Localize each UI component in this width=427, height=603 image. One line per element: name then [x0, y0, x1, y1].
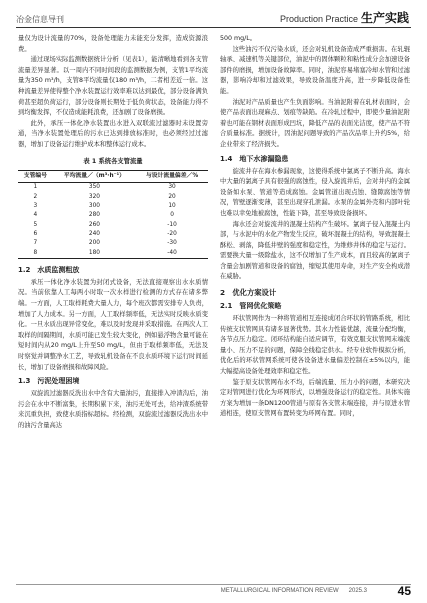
- paragraph: 通过现场实际监测数据统计分析（见表1），能清晰地看到各支管流量差异显著。以一周内不同时间段的监测数据为例，支管1平均流量为350 m³/h，支管8平均流量仅180 m³/h，二者相差近一倍。这种流量差异使得整个净水装置运行效率难以达到最优，部分设备满负荷甚至超负荷运行，部分设备则长期处于低负荷状态，设备能力得不到均衡发挥，不仅造成能耗浪费，还加剧了设备磨损。: [18, 56, 208, 117]
- left-column: [18, 34, 208, 432]
- table-cell: -10: [167, 221, 177, 228]
- table-cell: 0: [170, 212, 174, 219]
- footer: [211, 588, 367, 594]
- table-cell: 3: [33, 203, 38, 210]
- paragraph: 这些油污不仅污染水质，还会对轧机设备造成严重损害。在轧辊轴承、减速机等关键部位，油泥中的固体颗粒和粘性成分会加速设备部件的磨损，增加设备故障率。同时，油泥容易堵塞冷却水管和过滤器，影响冷却和过滤效果，导致设备温度升高，进一步降低设备性能。: [220, 45, 410, 95]
- table-row: [18, 193, 208, 202]
- table-header-cell: 支管编号: [18, 171, 53, 183]
- paragraph: 旋流井存在海水参漏现象，这使得系统中氯离子不断升高。海水中大量的氯离子具有很强的腐蚀性，侵入旋流井后，会对井内的金属设备如水泵、管道等造成腐蚀。金属管道出现点蚀、缝隙腐蚀等情况，管壁逐渐变薄，甚至出现穿孔泄漏。水泵的金属外壳和内部叶轮也难以幸免地被腐蚀，性能下降，甚至导致设备损坏。: [220, 167, 410, 217]
- table-row: [18, 211, 208, 220]
- table-row: [18, 249, 208, 259]
- table-caption: 表 1 系统各支管流量: [83, 157, 143, 165]
- journal-name: 冶金信息导刊: [16, 15, 64, 24]
- table-cell: 260: [88, 221, 100, 228]
- section-heading-2-1: 2.1 管网优化策略: [220, 302, 282, 311]
- table-row: [18, 221, 208, 230]
- table-cell: 8: [18, 249, 53, 259]
- table-cell: 240: [88, 230, 100, 237]
- table-cell: 200: [88, 240, 100, 247]
- section-heading-2: 2 优化方案设计: [220, 288, 277, 298]
- table-cell: 10: [168, 203, 176, 210]
- table-header-cell: 与设计流量偏差／%: [136, 171, 208, 183]
- footer-journal: METALLURGICAL INFORMATION REVIEW: [220, 588, 339, 594]
- table-cell: -20: [167, 230, 177, 237]
- paragraph: 油泥对产品质量也产生负面影响。当油泥附着在轧材表面时，会使产品表面出现麻点、划痕等缺陷。在冷轧过程中，即使少量油泥附着也可能在钢材表面形成凹坑，降低产品的表面光洁度，使产品不符合质量标准。据统计，因油泥问题导致的产品次品率上升约5%，给企业带来了经济损失。: [220, 98, 410, 148]
- header-divider: [16, 27, 411, 28]
- right-column: [220, 34, 410, 420]
- table-cell: 5: [33, 221, 38, 228]
- paragraph: 承压一体化净水装置为封闭式设备，无法直接观察出水水质情况。当前依靠人工每两小时取一次水样进行检测的方式存在诸多弊端。一方面，人工取样耗费大量人力，每个班次都需安排专人负责，增加了人力成本。另一方面，人工取样频率低，无法实时反映水质变化。一旦水质出现异常变化，难以及时发现并采取措施。在两次人工取样的间隔期间，水质可能已发生较大变化，例如悬浮物含量可能在短时间内从20 mg/L上升至50 mg/L，但由于取样频率低，无法及时察觉并调整净水工艺，导致轧机设备在不良水质环境下运行时间延长，增加了设备磨损和故障风险。: [18, 278, 208, 371]
- table-cell: 30: [168, 184, 176, 191]
- flow-table: [18, 170, 208, 259]
- table-cell: 1: [33, 184, 38, 191]
- table-cell: 6: [33, 230, 38, 237]
- table-cell: 2: [33, 193, 38, 200]
- section-heading-1-2: 1.2 水质监测粗放: [18, 265, 80, 274]
- table-header-row: [18, 171, 208, 183]
- paragraph: 此外，承压一体化净水装置出水进入双联流过滤器时未设置旁通，当净水装置处理后的污水已达到排放标准时，也必须经过过滤器，增加了设备运行维护成本和整体运行成本。: [18, 119, 208, 148]
- table-cell: -30: [167, 240, 177, 247]
- section-heading-1-4: 1.4 地下水渗漏隐患: [220, 154, 289, 163]
- paragraph: 500 mg/L。: [220, 35, 257, 42]
- table-cell: 320: [88, 193, 100, 200]
- table-cell: 20: [168, 193, 176, 200]
- paragraph: 环状管网作为一种将管道相互连接成闭合环状的管路系统，相比传统支状管网具有诸多显著优势。其水力性能优越，流量分配均衡，各节点压力稳定。闭环结构能自适应调节，有效克服支状管网末端流量小、压力不足的问题，保障全线稳定供水。经专业软件模拟分析，优化后的环状管网系统可使各设备进水量偏差控制在±5%以内，能大幅提高设备处理效率和稳定性。: [220, 315, 410, 376]
- table-cell: 4: [33, 212, 38, 219]
- section-header: [280, 9, 409, 26]
- table-cell: 7: [33, 240, 38, 247]
- section-heading-1-3: 1.3 污泥处理困境: [18, 377, 80, 386]
- table-row: [18, 183, 208, 193]
- table-row: [18, 230, 208, 239]
- page-number: 45: [397, 584, 411, 598]
- paragraph: 鉴于原支状管网布水不均，后端流量、压力小的问题，本研究决定对管网进行优化为环网形式，以增强设备运行的稳定性。具体实施方案为增加一条DN1200管道与原有各支管末端连接，并与原进水管道相连，使原支管网布置转变为环网布置。同时，: [220, 378, 410, 418]
- paragraph: 海水还会对旋流井的混凝土结构产生破坏。氯离子侵入混凝土内部，与水泥中的水化产物发生反应，破坏混凝土的结构，导致混凝土酥松、剥落，降低井壁的强度和稳定性，为维修井体的稳定与运行。需要换大量一级除盐水，这不仅增加了生产成本，而且较高的氯离子含量会加剧管道和设备的腐蚀，缩短其使用寿命，对生产安全构成潜在威胁。: [220, 220, 410, 281]
- table-cell: -40: [136, 249, 208, 259]
- table-header-cell: 平均流量／（m³·h⁻¹）: [53, 171, 136, 183]
- table-cell: 180: [53, 249, 136, 259]
- section-header-cn: 生产实践: [360, 11, 409, 25]
- section-header-en: Production Practice: [279, 14, 358, 24]
- table-row: [18, 202, 208, 211]
- table-row: [18, 239, 208, 248]
- paragraph: 量仅为设计流量的70%，设备处理能力未能充分发挥，造成资源浪费。: [18, 35, 208, 53]
- footer-divider: [16, 584, 411, 585]
- table-cell: 280: [88, 212, 100, 219]
- footer-year: 2025.3: [348, 588, 367, 594]
- table-cell: 350: [88, 184, 100, 191]
- paragraph: 双旋流过滤器反洗出水中含有大量油污，直接排入冲渣沟后，油污会在水中不断富集，长期积累下来，油污无处可去，给冲渣系统带来沉重负担，致使水质指标超标。经检测，双旋流过滤器反洗出水中的油污含量高达: [18, 390, 208, 429]
- table-cell: 300: [88, 203, 100, 210]
